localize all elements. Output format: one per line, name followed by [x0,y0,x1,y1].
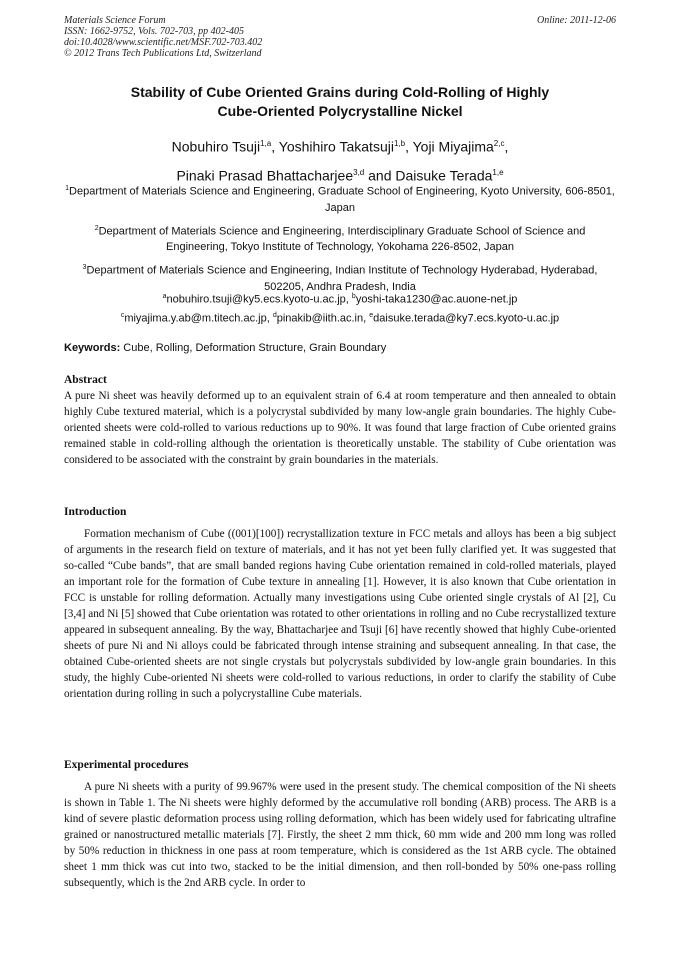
journal-name: Materials Science Forum [64,15,166,26]
paper-title [64,83,616,121]
keywords-label: Keywords: [64,342,121,354]
abstract-text: A pure Ni sheet was heavily deformed up to an equivalent strain of 6.4 at room temperature and then annealed to obtain highly Cube textured material, which is a polycrystal subdivided by many low-angle grain boundaries. The highly Cube-oriented sheets were cold-rolled to various reductions up to 90%. It was found that large fraction of Cube oriented grains remained stable in cold-rolling although the orientation is theoretically unstable. The stability of Cube orientation was considered to be associated with the constraint by grain boundaries in the materials. [64,390,616,466]
keywords [64,341,616,356]
author-separator: , [405,138,413,155]
experimental-heading: Experimental procedures [64,759,189,771]
email-mark: e [369,311,374,319]
author-name: Pinaki Prasad Bhattacharjee [176,167,354,184]
affiliation-text: Department of Materials Science and Engineering, Graduate School of Engineering, Kyoto University, 606-8501, Japan [69,185,615,214]
email-b[interactable]: yoshi-taka1230@ac.auone-net.jp [355,293,518,306]
email-mark: a [162,293,167,300]
email-a[interactable]: nobuhiro.tsuji@ky5.ecs.kyoto-u.ac.jp, [166,293,349,306]
author-affiliation-mark: 3,d [353,167,365,177]
abstract-heading: Abstract [64,374,107,386]
author-affiliation-mark: 1,e [492,167,504,177]
affiliation [64,181,616,216]
issn-line: ISSN: 1662-9752, Vols. 702-703, pp 402-405 [64,26,244,37]
copyright-line: © 2012 Trans Tech Publications Ltd, Switzerland [64,48,262,59]
author-affiliation-mark: 1,b [393,139,406,148]
affiliation-number: 3 [82,264,87,272]
abstract-section [64,372,616,468]
keywords-text: Cube, Rolling, Deformation Structure, Grain Boundary [120,342,387,354]
experimental-section [64,757,616,891]
author-separator: and [364,167,396,184]
journal-header [64,15,616,59]
email-mark: b [351,293,356,300]
email-e[interactable]: daisuke.terada@ky7.ecs.kyoto-u.ac.jp [373,312,560,325]
affiliation-number: 1 [65,185,70,192]
affiliation-text: Department of Materials Science and Engineering, Indian Institute of Technology Hyderabad, Hyderabad, 502205, Andhra Pradesh, India [86,264,598,293]
email-d[interactable]: pinakib@iith.ac.in, [276,312,367,325]
affiliation-list [64,181,616,300]
author-affiliation-mark: 1,a [260,139,272,148]
email-mark: c [120,311,125,319]
introduction-text: Formation mechanism of Cube ((001)[100]) recrystallization texture in FCC metals and alloys has been a big subject of arguments in the research field on texture of materials, and it has not yet been fully clarified yet. It was suggested that so-called “Cube bands”, that are small banded regions having Cube orientation remained in cold-rolled materials, played an important role for the formation of Cube texture in annealing [1]. However, it is also known that Cube orientation in FCC is unstable for rolling deformation. Actually many investigations using Cube oriented single crystals of Al [2], Cu [3,4] and Ni [5] showed that Cube orientation was rotated to other orientations in rolling and no Cube recrystallized texture appeared in subsequent annealing. By the way, Bhattacharjee and Tsuji [6] have recently showed that highly Cube-oriented sheets of pure Ni and Ni alloys could be fabricated through intense straining and subsequent annealing. In that case, the obtained Cube-oriented sheets are not single crystals but polycrystals subdivided by low-angle grain boundaries. In this study, the highly Cube-oriented Ni sheets were cold-rolled to various reductions, in order to clarify the stability of Cube orientation during rolling in such a polycrystalline Cube materials. [64,528,616,700]
author-separator: , [504,138,509,155]
title-line-2: Cube-Oriented Polycrystalline Nickel [217,103,463,119]
author-name: Yoshihiro Takatsuji [278,138,394,155]
introduction-heading: Introduction [64,506,127,518]
email-c[interactable]: miyajima.y.ab@m.titech.ac.jp, [124,312,270,325]
online-date: Online: 2011-12-06 [537,15,616,26]
author-name: Nobuhiro Tsuji [171,138,261,155]
title-line-1: Stability of Cube Oriented Grains during Cold-Rolling of Highly [130,84,550,100]
email-list [64,289,616,326]
email-mark: d [272,311,277,319]
affiliation-number: 2 [94,224,99,232]
affiliation [64,221,616,256]
doi-line: doi:10.4028/www.scientific.net/MSF.702-703.402 [64,37,263,48]
author-name: Yoji Miyajima [412,138,494,155]
experimental-text: A pure Ni sheets with a purity of 99.967% were used in the present study. The chemical composition of the Ni sheets is shown in Table 1. The Ni sheets were highly deformed by the accumulative roll bonding (ARB) process. The ARB is a kind of severe plastic deformation process using rolling deformation, which has been widely used for fabricating ultrafine grained or nanostructured metallic materials [7]. Firstly, the sheet 2 mm thick, 60 mm wide and 200 mm long was rolled by 50% reduction in thickness in one pass at room temperature, which is considered as the 1st ARB cycle. The obtained sheet 1 mm thick was cut into two, stacked to be the initial dimension, and then roll-bonded by 50% one-pass rolling subsequently, which is the 2nd ARB cycle. In order to [64,781,616,889]
affiliation-text: Department of Materials Science and Engineering, Interdisciplinary Graduate School of Science and Engineering, Tokyo Institute of Technology, Yokohama 226-8502, Japan [98,225,586,254]
introduction-section [64,504,616,702]
author-list [64,131,616,188]
author-name: Daisuke Terada [395,167,493,184]
author-separator: , [271,138,279,155]
author-affiliation-mark: 2,c [493,139,505,148]
